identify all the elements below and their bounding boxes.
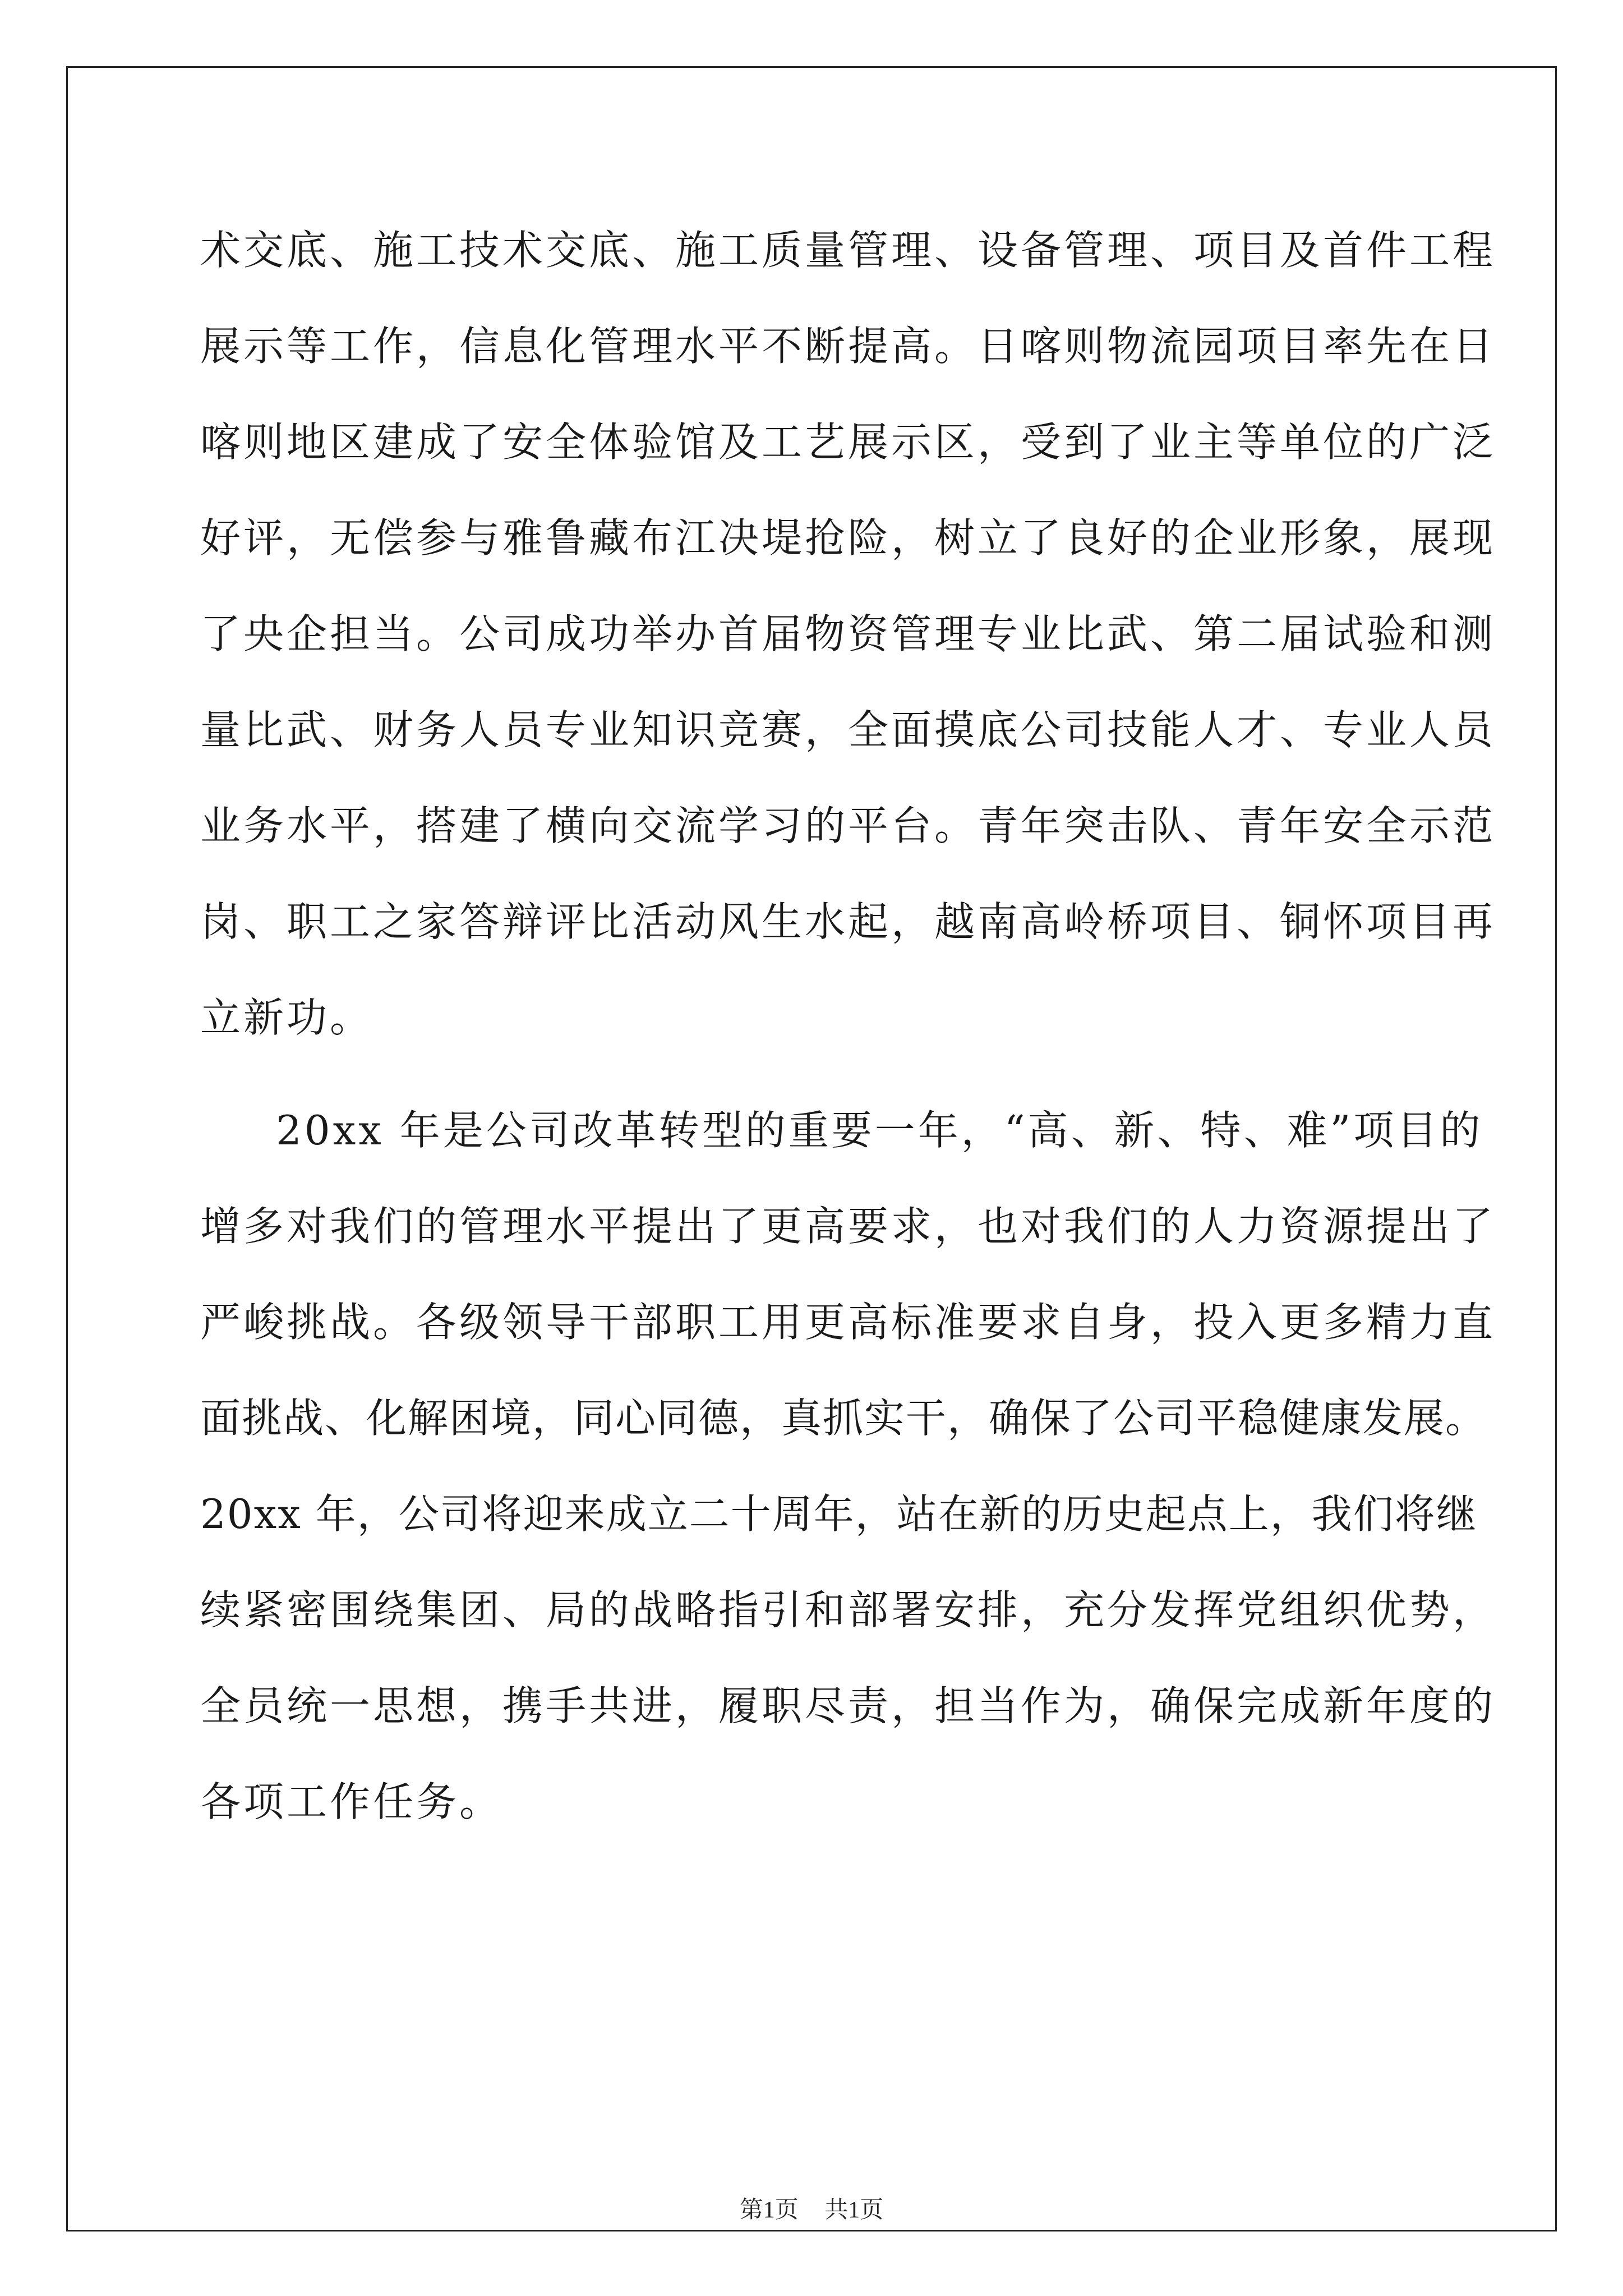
text-line: 20xx 年，公司将迎来成立二十周年，站在新的历史起点上，我们将继: [200, 1490, 1478, 1538]
page-number: 第1页: [739, 2197, 799, 2223]
text-line: 了央企担当。公司成功举办首届物资管理专业比武、第二届试验和测: [200, 610, 1496, 657]
text-line: 续紧密围绕集团、局的战略指引和部署安排，充分发挥党组织优势，: [200, 1586, 1496, 1634]
text-line: 术交底、施工技术交底、施工质量管理、设备管理、项目及首件工程: [200, 227, 1496, 274]
paragraph-spacing: [200, 1080, 1456, 1097]
paragraph-2: [200, 1097, 1496, 1864]
text-line: 严峻挑战。各级领导干部职工用更高标准要求自身，投入更多精力直: [200, 1299, 1496, 1346]
text-line: 展示等工作，信息化管理水平不断提高。日喀则物流园项目率先在日: [200, 323, 1496, 370]
page-total: 共1页: [824, 2197, 884, 2223]
text-line: 业务水平，搭建了横向交流学习的平台。青年突击队、青年安全示范: [200, 802, 1496, 849]
text-line: 全员统一思想，携手共进，履职尽责，担当作为，确保完成新年度的: [200, 1682, 1496, 1729]
text-line: 增多对我们的管理水平提出了更高要求，也对我们的人力资源提出了: [200, 1203, 1496, 1250]
text-line: 面挑战、化解困境，同心同德，真抓实干，确保了公司平稳健康发展。: [200, 1395, 1487, 1442]
text-line: 喀则地区建成了安全体验馆及工艺展示区，受到了业主等单位的广泛: [200, 418, 1496, 466]
text-line: 岗、职工之家答辩评比活动风生水起，越南高岭桥项目、铜怀项目再: [200, 898, 1496, 945]
text-line: 20xx 年是公司改革转型的重要一年，“高、新、特、难”项目的: [276, 1107, 1483, 1154]
document-body: [200, 217, 1496, 1864]
paragraph-1: [200, 217, 1496, 1080]
page-footer: [0, 2193, 1623, 2227]
text-line: 立新功。: [200, 994, 374, 1041]
text-line: 量比武、财务人员专业知识竞赛，全面摸底公司技能人才、专业人员: [200, 706, 1496, 753]
text-line: 好评，无偿参与雅鲁藏布江决堤抢险，树立了良好的企业形象，展现: [200, 514, 1496, 562]
text-line: 各项工作任务。: [200, 1778, 503, 1825]
